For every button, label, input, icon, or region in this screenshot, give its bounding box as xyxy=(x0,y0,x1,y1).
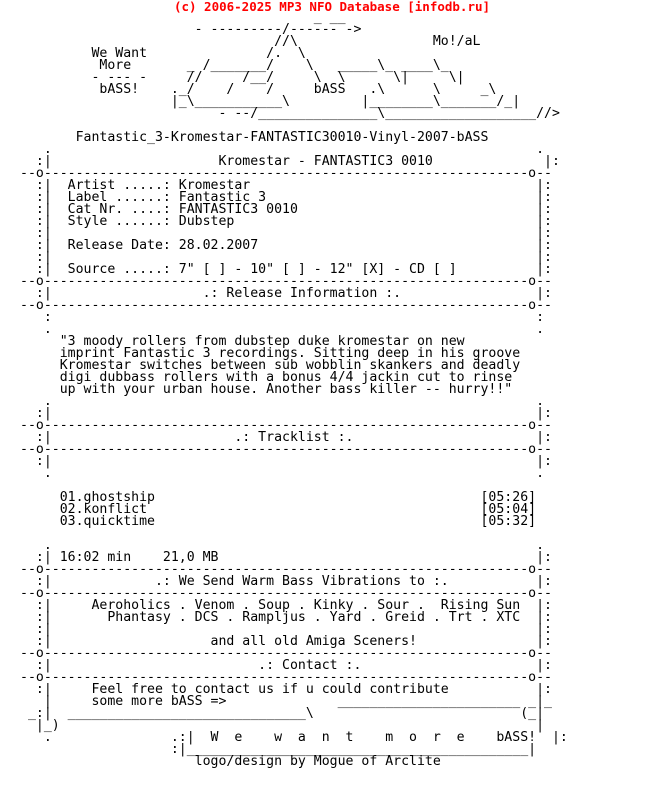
nfo-line: . .:| W e w a n t m o r e bASS! |: xyxy=(20,730,568,745)
nfo-line: . . xyxy=(20,142,545,157)
nfo-line: --o-------------------------------------------------------------o-- xyxy=(20,418,552,433)
nfo-line: :| Aeroholics . Venom . Soup . Kinky . Sour . Rising Sun |: xyxy=(20,598,552,613)
nfo-line: :| |: xyxy=(20,454,552,469)
nfo-line: - --/_______________\___________________//> xyxy=(20,106,560,121)
nfo-line: - --- - // /__/ \ \ \| \| xyxy=(20,70,465,85)
nfo-line: --o-------------------------------------------------------------o-- xyxy=(20,274,552,289)
nfo-line: --o-------------------------------------------------------------o-- xyxy=(20,646,552,661)
nfo-line: 02.konflict [05:04] xyxy=(20,502,537,517)
nfo-line: _ __ xyxy=(20,10,346,25)
nfo-line: :| Label ......: Fantastic 3 |: xyxy=(20,190,552,205)
nfo-line: --o-------------------------------------------------------------o-- xyxy=(20,298,552,313)
nfo-line: --o-------------------------------------------------------------o-- xyxy=(20,166,552,181)
nfo-line: :| Feel free to contact us if u could contribute |: xyxy=(20,682,552,697)
nfo-line: --o-------------------------------------------------------------o-- xyxy=(20,670,552,685)
nfo-line: _:| ______________________________\ (_| xyxy=(20,706,545,721)
nfo-line: :| Artist .....: Kromestar |: xyxy=(20,178,552,193)
nfo-line: :| and all old Amiga Sceners! |: xyxy=(20,634,552,649)
nfo-line: :| .: Tracklist :. |: xyxy=(20,430,552,445)
nfo-line: . . xyxy=(20,394,545,409)
nfo-line: up with your urban house. Another bass killer -- hurry!!" xyxy=(20,382,513,397)
nfo-line: . . xyxy=(20,538,545,553)
nfo-line: :| Cat Nr. ....: FANTASTIC3 0010 |: xyxy=(20,202,552,217)
nfo-line: Kromestar switches between sub wobblin skankers and deadly xyxy=(20,358,521,373)
nfo-line: - ---------/------ -> xyxy=(20,22,362,37)
nfo-line: :| 16:02 min 21,0 MB |: xyxy=(20,550,552,565)
nfo-line: :| |: xyxy=(20,226,552,241)
nfo-line: . . xyxy=(20,466,545,481)
nfo-line: More _ /_______/ \ _____\_ ____\_ xyxy=(20,58,449,73)
nfo-line: :| .: Contact :. |: xyxy=(20,658,552,673)
nfo-line: :| .: We Send Warm Bass Vibrations to :. |: xyxy=(20,574,552,589)
nfo-line: --o-------------------------------------------------------------o-- xyxy=(20,562,552,577)
nfo-line: :| .: Release Information :. |: xyxy=(20,286,552,301)
nfo-line: :| Phantasy . DCS . Rampljus . Yard . Greid . Trt . XTC |: xyxy=(20,610,552,625)
nfo-line: :| |: xyxy=(20,622,552,637)
nfo-line: | some more bASS => _______________________ _|_ xyxy=(20,694,552,709)
nfo-line: digi dubbass rollers with a bonus 4/4 jackin cut to rinse xyxy=(20,370,513,385)
nfo-line: imprint Fantastic 3 recordings. Sitting deep in his groove xyxy=(20,346,521,361)
nfo-line: We Want /. \ xyxy=(20,46,306,61)
nfo-line: :| |: xyxy=(20,406,552,421)
nfo-line: . . xyxy=(20,322,545,337)
nfo-line: :| Release Date: 28.02.2007 |: xyxy=(20,238,552,253)
nfo-line: :| Style ......: Dubstep |: xyxy=(20,214,552,229)
nfo-line: //\ Mo!/aL xyxy=(20,34,481,49)
nfo-line: |_\___________\ |________\_______/_| xyxy=(20,94,521,109)
nfo-line: : : xyxy=(20,310,545,325)
nfo-line: :| Kromestar - FANTASTIC3 0010 |: xyxy=(20,154,560,169)
nfo-line: :| |: xyxy=(20,250,552,265)
nfo-line: logo/design by Mogue of Arclite xyxy=(20,754,441,769)
nfo-line: bASS! ._/ / / bASS .\ \ _\ xyxy=(20,82,497,97)
nfo-line: :| Source .....: 7" [ ] - 10" [ ] - 12" [X] - CD [ ] |: xyxy=(20,262,552,277)
nfodb-copyright-header: (c) 2006-2025 MP3 NFO Database [infodb.ru] xyxy=(173,0,491,14)
nfo-line: --o-------------------------------------------------------------o-- xyxy=(20,442,552,457)
nfo-line: |_) | xyxy=(20,718,545,733)
nfo-ascii-document xyxy=(20,12,568,768)
nfo-line: 03.quicktime [05:32] xyxy=(20,514,537,529)
nfo-line: :|___________________________________________| xyxy=(20,742,537,757)
nfo-line: "3 moody rollers from dubstep duke kromestar on new xyxy=(20,334,465,349)
nfo-line: --o-------------------------------------------------------------o-- xyxy=(20,586,552,601)
nfo-line: Fantastic_3-Kromestar-FANTASTIC30010-Vinyl-2007-bASS xyxy=(20,130,489,145)
nfo-line: 01.ghostship [05:26] xyxy=(20,490,537,505)
